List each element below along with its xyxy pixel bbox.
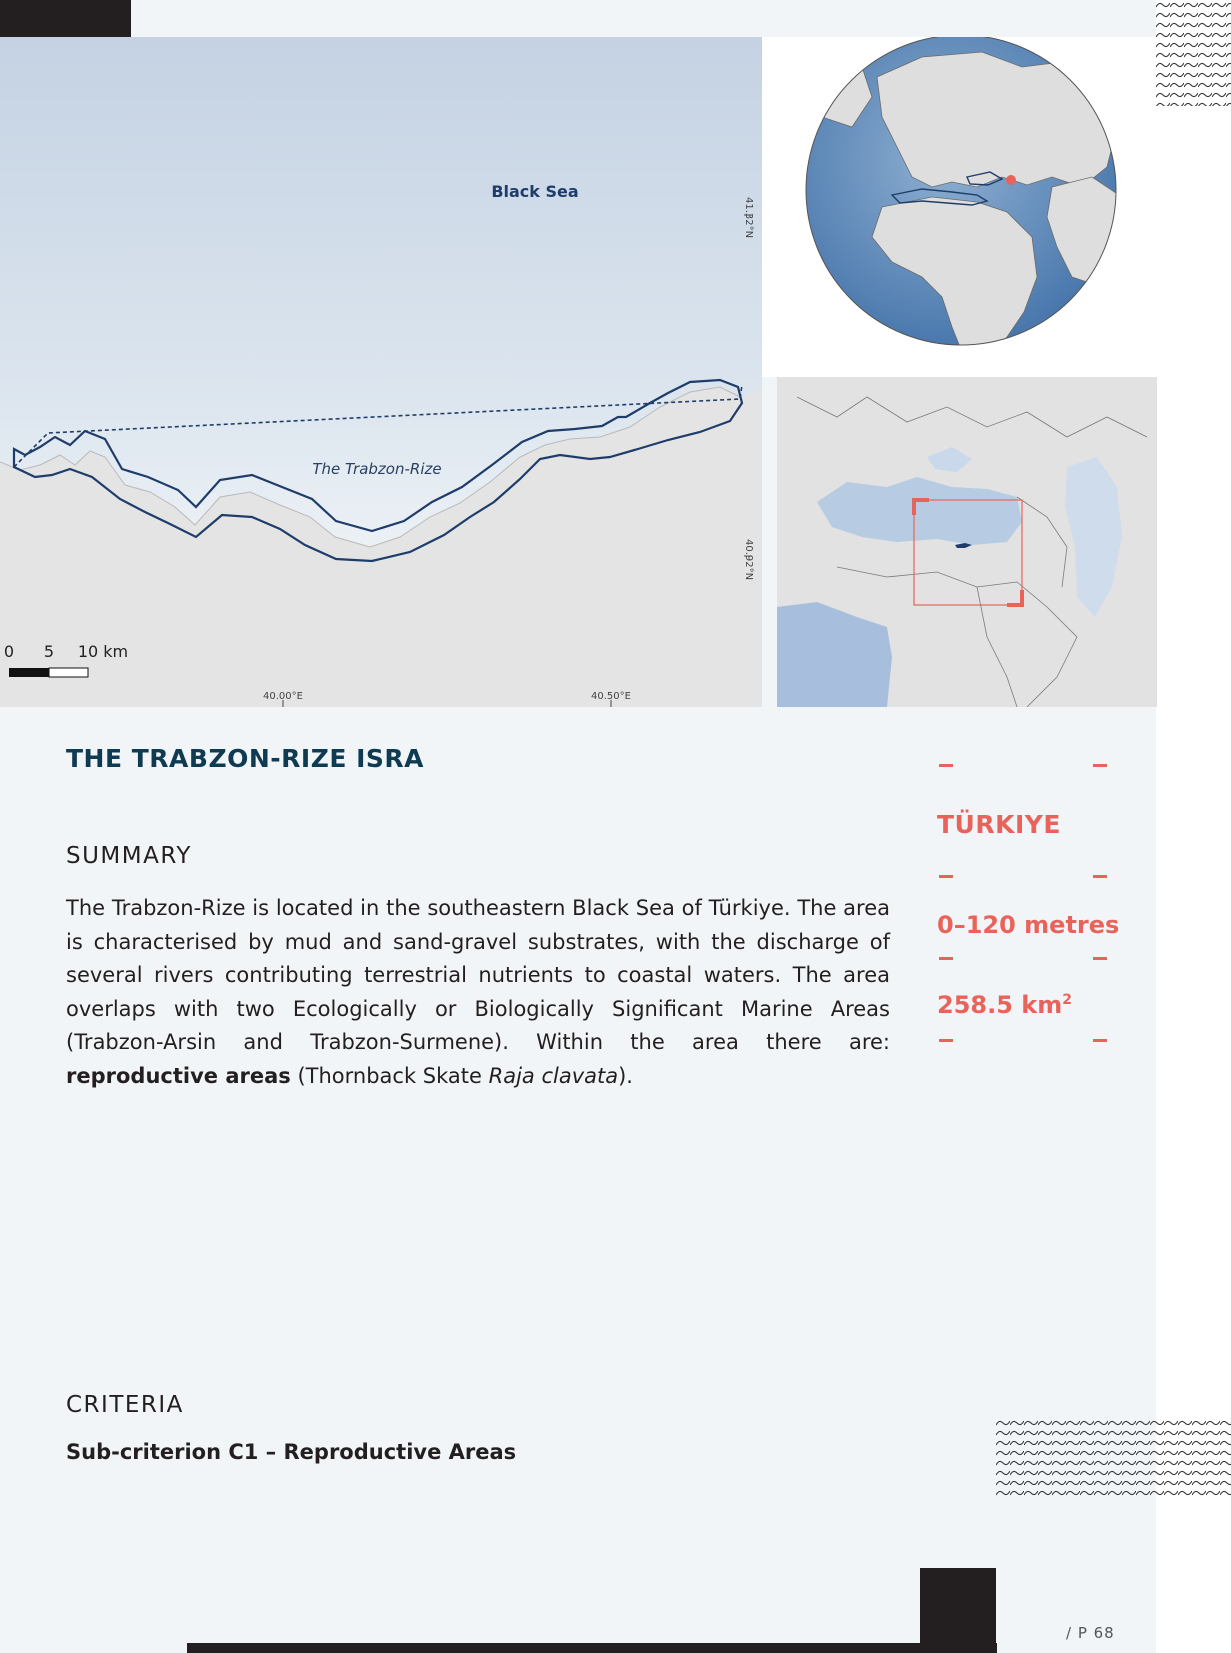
globe-inset: [762, 37, 1156, 377]
scale-label-10: 10 km: [77, 642, 129, 661]
scale-bar: [9, 668, 88, 677]
depth-range: 0–120 metres: [937, 911, 1120, 939]
sea-label: Black Sea: [491, 182, 579, 201]
scale-label-0: 0: [3, 642, 15, 661]
area-size: [937, 991, 1072, 1019]
summary-text-2: (Thornback Skate: [290, 1063, 489, 1088]
globe-map: [762, 37, 1156, 377]
regional-map: [777, 377, 1157, 707]
summary-italic: Raja clavata: [488, 1063, 619, 1088]
criteria-heading: CRITERIA: [66, 1392, 184, 1418]
corner-block: [0, 0, 131, 37]
main-map: [0, 37, 762, 707]
divider-dash: [1093, 957, 1107, 960]
summary-text-1: The Trabzon-Rize is located in the southeastern Black Sea of Türkiye. The area is characterised by mud and sand-gravel substrates, with the discharge of several rivers contributing terrestrial nutrients to coastal waters. The area overlaps with two Ecologically or Biologically Significant Marine Areas (Trabzon-Arsin and Trabzon-Surmene). Within the area there are:: [66, 896, 890, 1054]
wave-pattern-top: [1156, 0, 1231, 106]
area-value: 258.5 km: [937, 991, 1063, 1019]
divider-dash: [939, 957, 953, 960]
criteria-sub: Sub-criterion C1 – Reproductive Areas: [66, 1440, 517, 1464]
bottom-block: [920, 1568, 996, 1653]
divider-dash: [939, 875, 953, 878]
divider-dash: [939, 1039, 953, 1042]
location-marker: [1006, 175, 1016, 185]
summary-paragraph: [66, 892, 890, 1093]
summary-heading: SUMMARY: [66, 843, 192, 869]
page-number: / P 68: [1066, 1624, 1115, 1642]
divider-dash: [1093, 1039, 1107, 1042]
bottom-bar: [187, 1643, 997, 1653]
country-label: TÜRKIYE: [937, 810, 1061, 839]
summary-bold: reproductive areas: [66, 1063, 291, 1088]
summary-text-3: ).: [618, 1063, 633, 1088]
lon-label-east: 40.50°E: [591, 691, 631, 702]
top-strip: [130, 0, 1156, 36]
divider-dash: [1093, 764, 1107, 767]
scale-label-5: 5: [43, 642, 55, 661]
europe-land: [877, 52, 1117, 187]
lat-label-north: 41.32°N: [743, 197, 754, 239]
divider-dash: [1093, 875, 1107, 878]
page-title: THE TRABZON-RIZE ISRA: [66, 744, 425, 773]
lon-label-west: 40.00°E: [263, 691, 303, 702]
wave-pattern-bottom: [996, 1418, 1231, 1498]
area-unit-sup: 2: [1062, 992, 1072, 1008]
lat-label-south: 40.92°N: [743, 539, 754, 581]
area-label: The Trabzon-Rize: [312, 460, 442, 478]
divider-dash: [939, 764, 953, 767]
